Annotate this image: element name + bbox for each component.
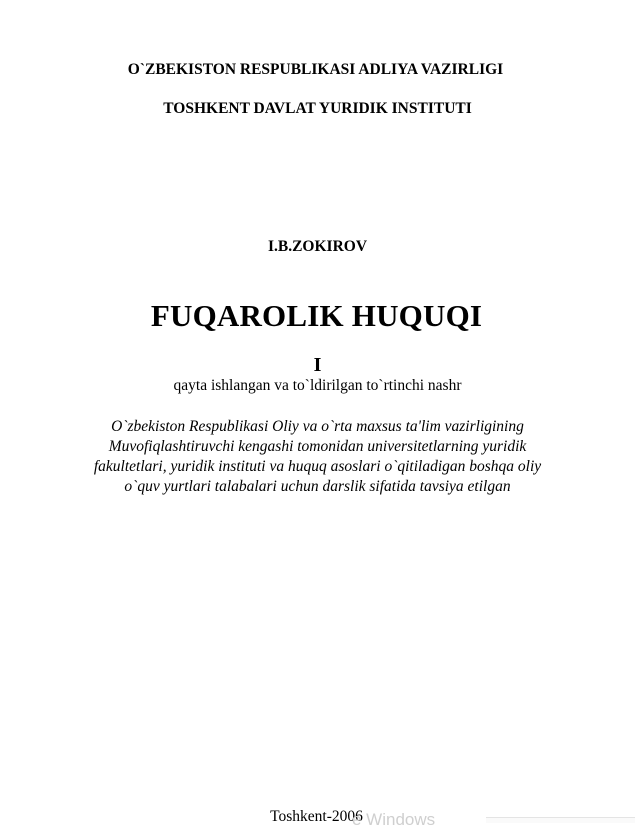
approval-statement [40,417,595,497]
edition-note: qayta ishlangan va to`ldirilgan to`rtinchi nashr [173,377,462,394]
author-name: I.B.ZOKIROV [267,238,368,255]
volume-number: I [313,354,322,376]
ministry-heading: O`ZBEKISTON RESPUBLIKASI ADLIYA VAZIRLIGI [127,61,504,78]
approval-line: O`zbekiston Respublikasi Oliy va o`rta maxsus ta'lim vazirligining [111,418,524,435]
approval-line: Muvofiqlashtiruvchi kengashi tomonidan universitetlarning yuridik [108,438,527,455]
windows-activation-watermark: e Windows [352,810,436,829]
city-year: Toshkent-2006 [270,808,363,825]
institute-heading: TOSHKENT DAVLAT YURIDIK INSTITUTI [163,100,472,117]
approval-line: o`quv yurtlari talabalari uchun darslik sifatida tavsiya etilgan [124,478,511,495]
approval-line: fakultetlari, yuridik instituti va huquq asoslari o`qitiladigan boshqa oliy [93,458,542,475]
watermark-panel-edge [486,817,635,823]
book-title: FUQAROLIK HUQUQI [150,298,483,333]
